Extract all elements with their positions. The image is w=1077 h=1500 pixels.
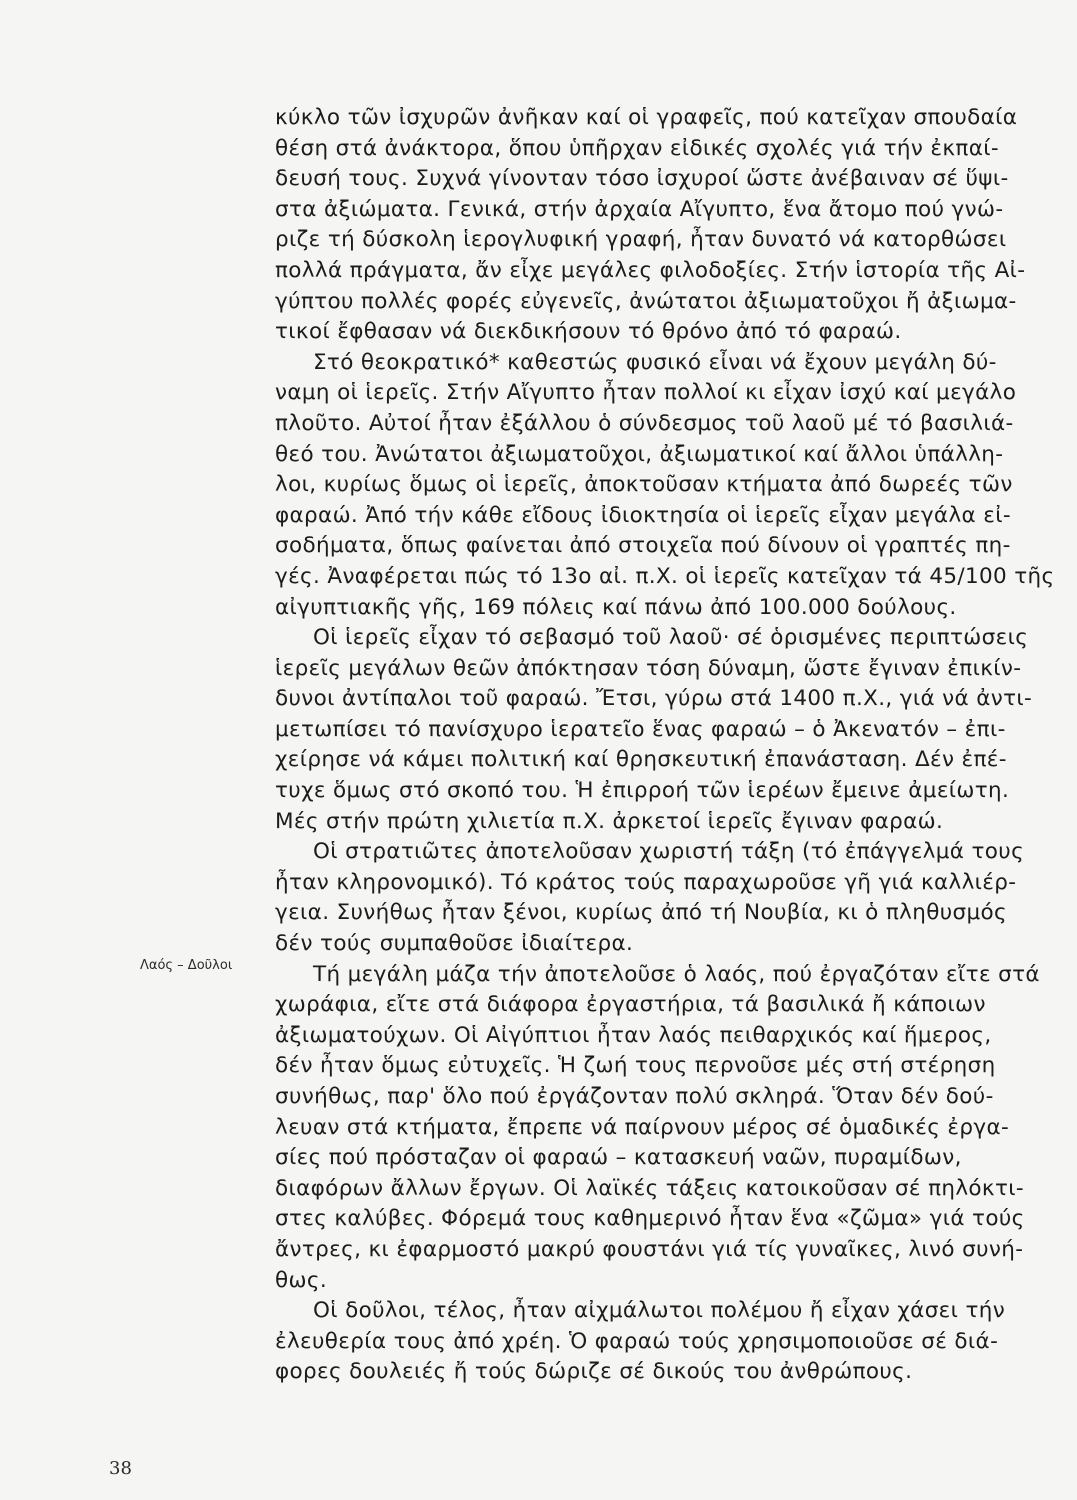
text-line: ριζε τή δύσκολη ἱερογλυφική γραφή, ἦταν δυνατό νά κατορθώσει	[275, 227, 1007, 253]
text-line: θέση στά ἀνάκτορα, ὅπου ὑπῆρχαν εἰδικές σχολές γιά τήν ἐκπαί-	[275, 135, 999, 161]
text-line: Τή μεγάλη μάζα τήν ἀποτελοῦσε ὁ λαός, πού ἐργαζόταν εἴτε στά	[313, 961, 1040, 987]
text-line: χείρησε νά κάμει πολιτική καί θρησκευτική ἐπανάσταση. Δέν ἐπέ-	[275, 747, 1007, 773]
text-line: φορες δουλειές ἤ τούς δώριζε σέ δικούς του ἀνθρώπους.	[275, 1359, 913, 1385]
text-line: λευαν στά κτήματα, ἔπρεπε νά παίρνουν μέρος σέ ὁμαδικές ἐργα-	[275, 1114, 1010, 1140]
text-line: σίες πού πρόσταζαν οἱ φαραώ – κατασκευή ναῶν, πυραμίδων,	[275, 1145, 962, 1171]
text-line: δυνοι ἀντίπαλοι τοῦ φαραώ. Ἔτσι, γύρω στά 1400 π.Χ., γιά νά ἀντι-	[275, 686, 1033, 712]
text-line: φαραώ. Ἀπό τήν κάθε εἴδους ἰδιοκτησία οἱ ἱερεῖς εἶχαν μεγάλα εἰ-	[275, 502, 1011, 528]
text-line: Οἱ δοῦλοι, τέλος, ἦταν αἰχμάλωτοι πολέμου ἤ εἶχαν χάσει τήν	[313, 1298, 1006, 1324]
text-line: Στό θεοκρατικό* καθεστώς φυσικό εἶναι νά ἔχουν μεγάλη δύ-	[313, 349, 997, 375]
text-line: θως.	[275, 1267, 328, 1293]
text-line: ἱερεῖς μεγάλων θεῶν ἀπόκτησαν τόση δύναμη, ὥστε ἔγιναν ἐπικίν-	[275, 655, 1022, 681]
text-line: δέν ἦταν ὅμως εὐτυχεῖς. Ἡ ζωή τους περνοῦσε μές στή στέρηση	[275, 1053, 996, 1079]
text-line: πολλά πράγματα, ἄν εἶχε μεγάλες φιλοδοξίες. Στήν ἱστορία τῆς Αἰ-	[275, 257, 1026, 283]
text-line: λοι, κυρίως ὅμως οἱ ἱερεῖς, ἀποκτοῦσαν κτήματα ἀπό δωρεές τῶν	[275, 472, 1013, 498]
text-line: Οἱ ἱερεῖς εἶχαν τό σεβασμό τοῦ λαοῦ· σέ ὁρισμένες περιπτώσεις	[313, 625, 1029, 651]
text-line: γές. Ἀναφέρεται πώς τό 13ο αἰ. π.Χ. οἱ ἱερεῖς κατεῖχαν τά 45/100 τῆς	[275, 563, 1055, 589]
text-line: ἄντρες, κι ἐφαρμοστό μακρύ φουστάνι γιά τίς γυναῖκες, λινό συνή-	[275, 1236, 1024, 1262]
text-line: πλοῦτο. Αὐτοί ἦταν ἐξάλλου ὁ σύνδεσμος τοῦ λαοῦ μέ τό βασιλιά-	[275, 410, 1014, 436]
text-line: Οἱ στρατιῶτες ἀποτελοῦσαν χωριστή τάξη (τό ἐπάγγελμά τους	[313, 839, 1025, 865]
text-line: χωράφια, εἴτε στά διάφορα ἐργαστήρια, τά βασιλικά ἤ κάποιων	[275, 992, 986, 1018]
text-line: ναμη οἱ ἱερεῖς. Στήν Αἴγυπτο ἦταν πολλοί κι εἶχαν ἰσχύ καί μεγάλο	[275, 380, 1017, 406]
text-line: γύπτου πολλές φορές εὐγενεῖς, ἀνώτατοι ἀξιωματοῦχοι ἤ ἀξιωμα-	[275, 288, 1017, 314]
text-line: γεια. Συνήθως ἦταν ξένοι, κυρίως ἀπό τή Νουβία, κι ὁ πληθυσμός	[275, 900, 1007, 926]
text-line: διαφόρων ἄλλων ἔργων. Οἱ λαϊκές τάξεις κατοικοῦσαν σέ πηλόκτι-	[275, 1175, 1024, 1201]
text-line: ἐλευθερία τους ἀπό χρέη. Ὁ φαραώ τούς χρησιμοποιοῦσε σέ διά-	[275, 1328, 999, 1354]
text-line: μετωπίσει τό πανίσχυρο ἱερατεῖο ἕνας φαραώ – ὁ Ἀκενατόν – ἐπι-	[275, 716, 1006, 742]
margin-heading: Λαός – Δοῦλοι	[140, 958, 233, 973]
page-number: 38	[109, 1458, 132, 1479]
text-line: αἰγυπτιακῆς γῆς, 169 πόλεις καί πάνω ἀπό 100.000 δούλους.	[275, 594, 957, 620]
text-line: σοδήματα, ὅπως φαίνεται ἀπό στοιχεῖα πού δίνουν οἱ γραπτές πη-	[275, 533, 1011, 559]
text-line: στες καλύβες. Φόρεμά τους καθημερινό ἦταν ἕνα «ζῶμα» γιά τούς	[275, 1206, 1025, 1232]
text-line: κύκλο τῶν ἰσχυρῶν ἀνῆκαν καί οἱ γραφεῖς, πού κατεῖχαν σπουδαία	[275, 105, 1018, 130]
text-line: θεό του. Ἀνώτατοι ἀξιωματοῦχοι, ἀξιωματικοί καί ἄλλοι ὑπάλλη-	[275, 441, 1004, 467]
text-line: δευσή τους. Συχνά γίνονταν τόσο ἰσχυροί ὥστε ἀνέβαιναν σέ ὕψι-	[275, 166, 1009, 192]
text-line: δέν τούς συμπαθοῦσε ἰδιαίτερα.	[275, 931, 634, 957]
text-line: ἀξιωματούχων. Οἱ Αἰγύπτιοι ἦταν λαός πειθαρχικός καί ἥμερος,	[275, 1022, 992, 1048]
body-text	[275, 103, 1055, 1388]
text-line: Μές στήν πρώτη χιλιετία π.Χ. ἀρκετοί ἱερεῖς ἔγιναν φαραώ.	[275, 808, 944, 834]
text-line: συνήθως, παρ' ὅλο πού ἐργάζονταν πολύ σκληρά. Ὅταν δέν δού-	[275, 1084, 994, 1109]
text-line: τυχε ὅμως στό σκοπό του. Ἡ ἐπιρροή τῶν ἱερέων ἔμεινε ἀμείωτη.	[275, 778, 1010, 804]
text-line: τικοί ἔφθασαν νά διεκδικήσουν τό θρόνο ἀπό τό φαραώ.	[275, 319, 902, 345]
text-line: στα ἀξιώματα. Γενικά, στήν ἀρχαία Αἴγυπτο, ἕνα ἄτομο πού γνώ-	[275, 196, 1004, 222]
text-line: ἦταν κληρονομικό). Τό κράτος τούς παραχωροῦσε γῆ γιά καλλιέρ-	[275, 869, 1017, 895]
